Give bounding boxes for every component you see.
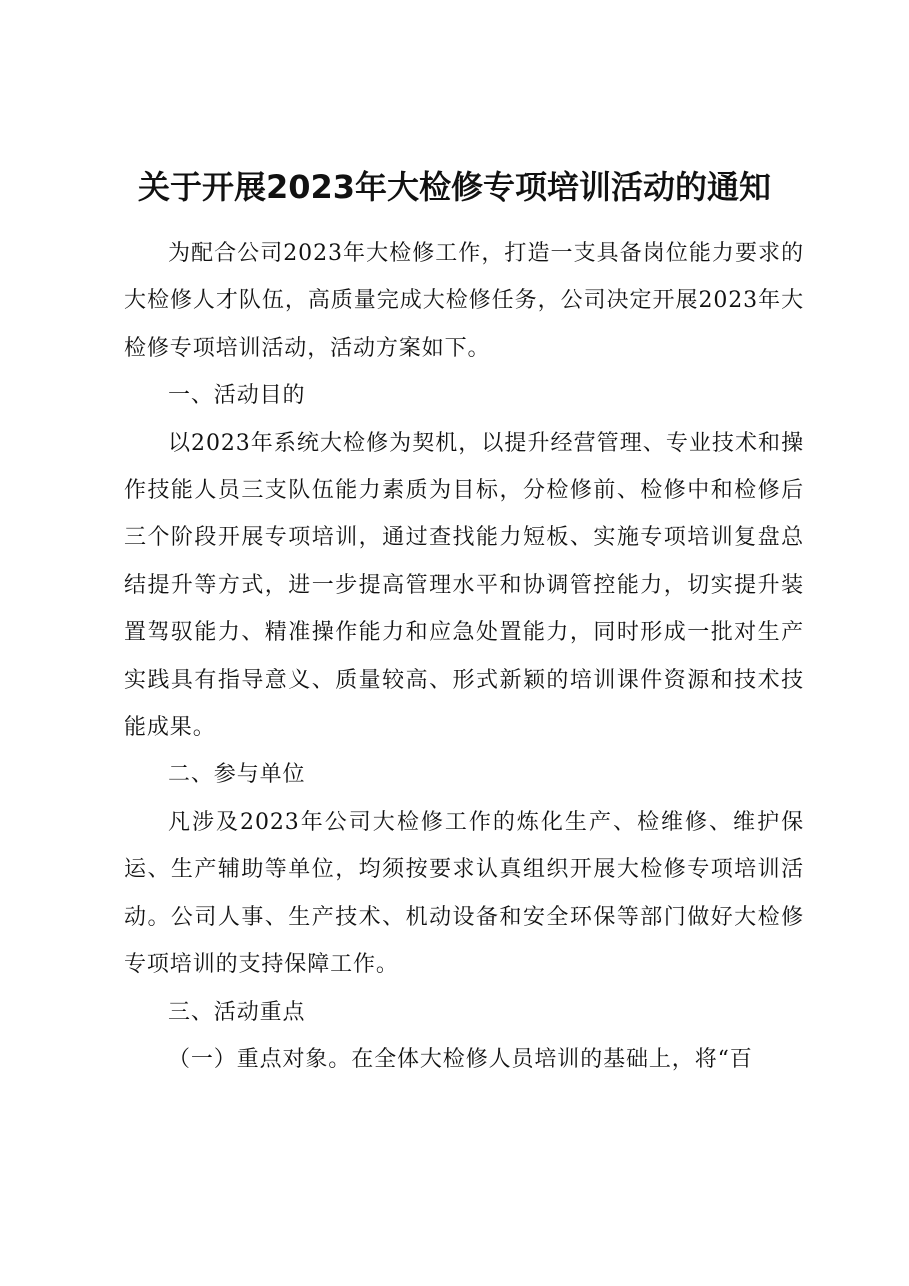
section-heading-focus: 三、活动重点	[168, 999, 306, 1025]
intro-paragraph: 为配合公司2023年大检修工作，打造一支具备岗位能力要求的大检修人才队伍，高质量完成大检修任务，公司决定开展2023年大检修专项培训活动，活动方案如下。	[124, 241, 804, 361]
document-body	[124, 230, 804, 1083]
purpose-paragraph: 以2023年系统大检修为契机，以提升经营管理、专业技术和操作技能人员三支队伍能力素质为目标，分检修前、检修中和检修后三个阶段开展专项培训，通过查找能力短板、实施专项培训复盘总结提升等方式，进一步提高管理水平和协调管控能力，切实提升装置驾驭能力、精准操作能力和应急处置能力，同时形成一批对生产实践具有指导意义、质量较高、形式新颖的培训课件资源和技术技能成果。	[124, 430, 804, 741]
focus-paragraph: （一）重点对象。在全体大检修人员培训的基础上，将“百	[168, 1046, 753, 1072]
participants-paragraph: 凡涉及2023年公司大检修工作的炼化生产、检维修、维护保运、生产辅助等单位，均须按要求认真组织开展大检修专项培训活动。公司人事、生产技术、机动设备和安全环保等部门做好大检修专项培训的支持保障工作。	[124, 809, 804, 978]
document-title: 关于开展2023年大检修专项培训活动的通知	[137, 168, 772, 206]
section-heading-participants: 二、参与单位	[168, 762, 306, 788]
section-heading-purpose: 一、活动目的	[168, 383, 306, 409]
